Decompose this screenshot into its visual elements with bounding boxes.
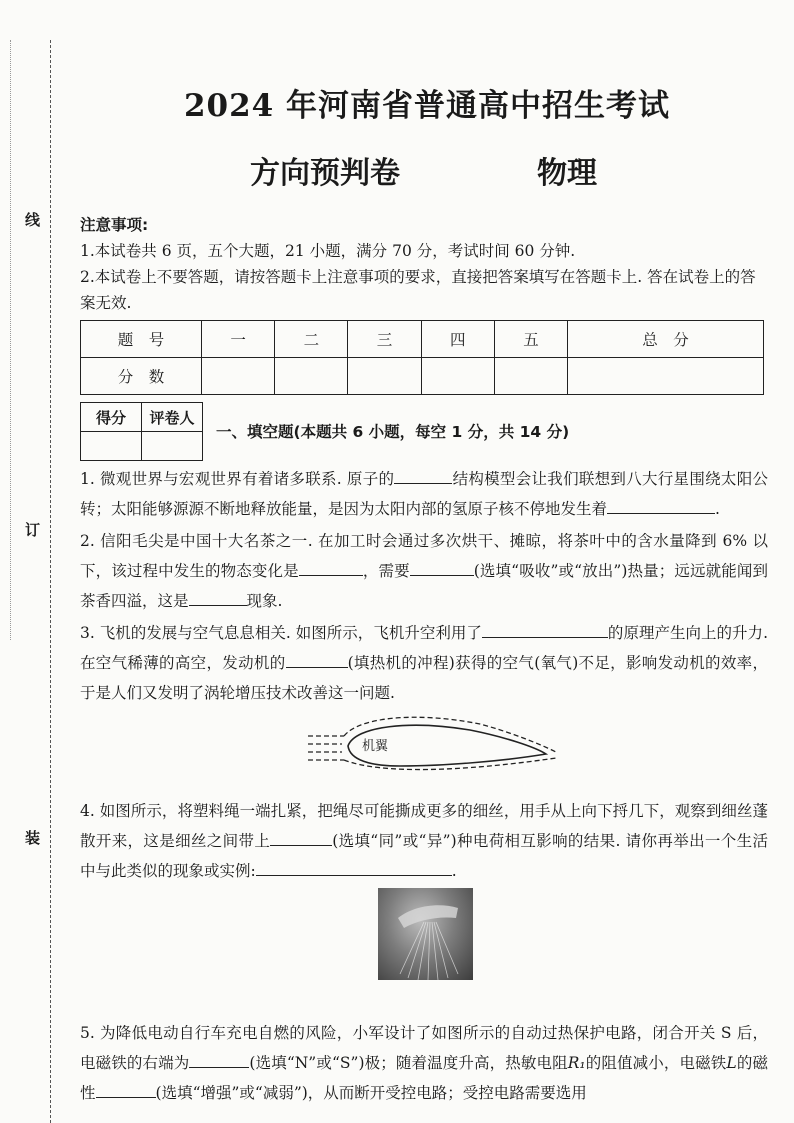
binding-label-ding: 订 bbox=[22, 518, 43, 541]
note-2: 2.本试卷上不要答题，请按答题卡上注意事项的要求，直接把答案填写在答题卡上. 答在试卷上的答案无效. bbox=[80, 268, 756, 312]
subject-name: 物理 bbox=[537, 156, 597, 191]
question-text: 的原理产生向上的升力. 在空气稀薄的高空，发动机的 bbox=[80, 624, 768, 672]
question-1 bbox=[80, 464, 768, 524]
answer-blank[interactable] bbox=[299, 557, 363, 576]
score-row-label: 分 数 bbox=[81, 358, 202, 395]
question-5 bbox=[80, 1018, 768, 1108]
notes-heading: 注意事项: bbox=[80, 216, 149, 234]
score-cell-header: 二 bbox=[275, 321, 348, 358]
question-text: 5. 为降低电动自行车充电自燃的风险，小军设计了如图所示的自动过热保护电路，闭合开关 S 后，电磁铁的右端为 bbox=[80, 1024, 768, 1072]
question-text: 现象. bbox=[246, 592, 283, 610]
score-cell[interactable] bbox=[275, 358, 348, 395]
score-table-row bbox=[81, 358, 764, 395]
answer-blank[interactable] bbox=[189, 587, 247, 606]
score-table bbox=[80, 320, 764, 395]
score-cell-header: 一 bbox=[202, 321, 275, 358]
binding-label-xian: 线 bbox=[22, 208, 43, 231]
score-cell[interactable] bbox=[494, 358, 567, 395]
answer-blank[interactable] bbox=[394, 465, 452, 484]
answer-blank[interactable] bbox=[410, 557, 474, 576]
answer-blank[interactable] bbox=[286, 649, 348, 668]
section-title: 一、填空题(本题共 6 小题，每空 1 分，共 14 分) bbox=[216, 423, 570, 441]
plastic-rope-photo bbox=[378, 888, 473, 980]
grader-score-label: 得分 bbox=[81, 403, 142, 432]
question-text: 4. 如图所示，将塑料绳一端扎紧，把绳尽可能撕成更多的细丝，用手从上向下捋几下，观察到细丝蓬散开来，这是细丝之间带上 bbox=[80, 802, 768, 850]
question-text: . bbox=[451, 862, 457, 880]
score-cell[interactable] bbox=[202, 358, 275, 395]
question-text: 2. 信阳毛尖是中国十大名茶之一. 在加工时会通过多次烘干、摊晾，将茶叶中的含水量降到 6% 以下，该过程中发生的物态变化是 bbox=[80, 532, 768, 580]
answer-blank[interactable] bbox=[607, 495, 715, 514]
question-text: (选填“同”或“异”)种电荷相互影响的结果. 请你再举出一个生活中与此类似的现象或实例: bbox=[80, 832, 768, 880]
hand-strands-image bbox=[378, 888, 473, 980]
question-4 bbox=[80, 796, 768, 886]
score-table-header bbox=[81, 321, 764, 358]
question-text: 3. 飞机的发展与空气息息相关. 如图所示，飞机升空利用了 bbox=[80, 624, 482, 642]
question-text: 1. 微观世界与宏观世界有着诸多联系. 原子的 bbox=[80, 470, 395, 488]
grader-score-cell[interactable] bbox=[81, 432, 142, 461]
question-3 bbox=[80, 618, 768, 708]
score-cell[interactable] bbox=[348, 358, 421, 395]
grader-reviewer-label: 评卷人 bbox=[142, 403, 203, 432]
answer-blank[interactable] bbox=[96, 1079, 156, 1098]
question-text: (选填“增强”或“减弱”)，从而断开受控电路；受控电路需要选用 bbox=[155, 1084, 587, 1102]
question-text: (选填“吸收”或“放出”)热量；远远就能闻到茶香四溢，这是 bbox=[80, 562, 768, 610]
symbol-r1: R₁ bbox=[567, 1054, 586, 1072]
score-cell-header: 总 分 bbox=[568, 321, 764, 358]
answer-blank[interactable] bbox=[482, 619, 608, 638]
score-cell-header: 四 bbox=[421, 321, 494, 358]
answer-blank[interactable] bbox=[256, 857, 452, 876]
score-cell-header: 五 bbox=[494, 321, 567, 358]
score-cell[interactable] bbox=[421, 358, 494, 395]
grader-reviewer-cell[interactable] bbox=[142, 432, 203, 461]
note-1: 1.本试卷共 6 页，五个大题，21 小题，满分 70 分，考试时间 60 分钟. bbox=[80, 242, 576, 260]
question-text: 结构模型会让我们联想到八大行星围绕太阳公转；太阳能够源源不断地释放能量，是因为太阳内部的氢原子核不停地发生着 bbox=[80, 470, 768, 518]
answer-blank[interactable] bbox=[270, 827, 332, 846]
question-text: (填热机的冲程)获得的空气(氧气)不足，影响发动机的效率，于是人们又发明了涡轮增压技术改善这一问题. bbox=[80, 654, 768, 702]
binding-dotted-line bbox=[10, 40, 11, 640]
symbol-l: L bbox=[726, 1054, 737, 1072]
question-text: 的磁性 bbox=[80, 1054, 768, 1102]
answer-blank[interactable] bbox=[189, 1049, 249, 1068]
exam-title: 2024 年河南省普通高中招生考试 bbox=[183, 88, 671, 124]
question-text: . bbox=[715, 500, 720, 518]
notes bbox=[80, 212, 770, 316]
score-cell-header: 三 bbox=[348, 321, 421, 358]
binding-line bbox=[50, 40, 51, 1123]
grader-box bbox=[80, 402, 203, 461]
question-2 bbox=[80, 526, 768, 616]
binding-label-zhuang: 装 bbox=[22, 826, 43, 849]
score-cell-header: 题 号 bbox=[81, 321, 202, 358]
score-cell[interactable] bbox=[568, 358, 764, 395]
wing-label: 机翼 bbox=[362, 739, 389, 754]
binding-margin bbox=[0, 0, 58, 1123]
airplane-wing-figure bbox=[300, 712, 560, 780]
exam-subtitle: 方向预判卷 bbox=[250, 156, 400, 191]
question-text: 的阻值减小，电磁铁 bbox=[585, 1054, 727, 1072]
question-text: ，需要 bbox=[362, 562, 410, 580]
question-text: (选填“N”或“S”)极；随着温度升高，热敏电阻 bbox=[249, 1054, 568, 1072]
